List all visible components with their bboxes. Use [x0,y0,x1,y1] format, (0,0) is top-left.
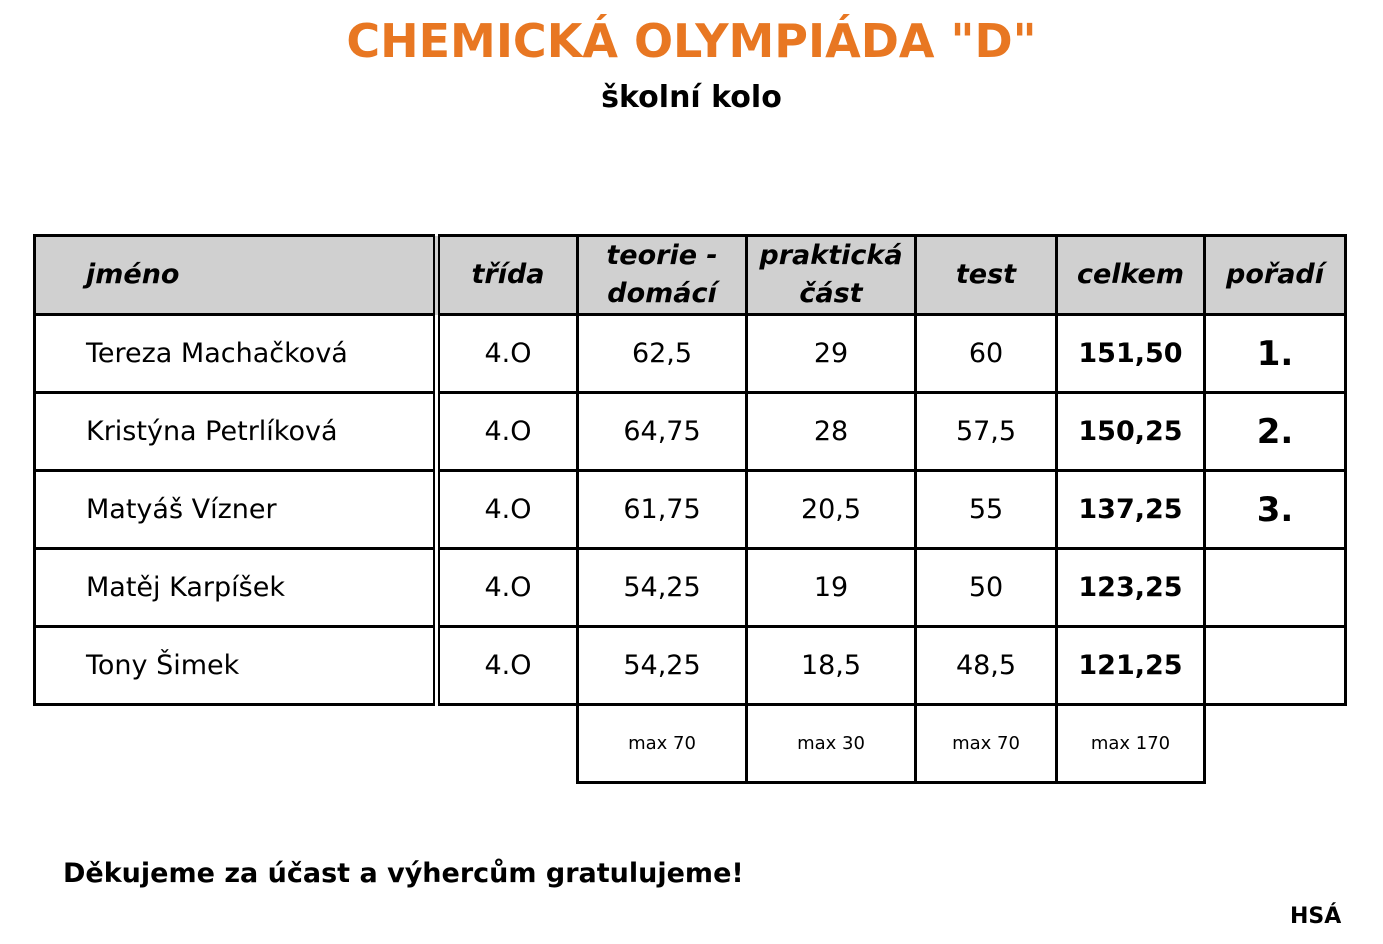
header-rank: pořadí [1205,236,1346,315]
cell-practical: 18,5 [747,627,916,705]
max-blank [1205,705,1346,783]
max-total: max 170 [1057,705,1205,783]
page-title: CHEMICKÁ OLYMPIÁDA "D" [346,14,1037,68]
cell-test: 60 [916,315,1057,393]
cell-total: 151,50 [1057,315,1205,393]
header-practical-line1: praktická [759,240,903,271]
cell-rank [1205,549,1346,627]
cell-test: 57,5 [916,393,1057,471]
header-name: jméno [35,236,437,315]
max-blank [35,705,437,783]
table-row [35,471,1346,549]
header-class: třída [437,236,578,315]
cell-name: Tereza Machačková [35,315,437,393]
cell-theory: 54,25 [578,549,747,627]
table-row [35,549,1346,627]
cell-name: Tony Šimek [35,627,437,705]
max-test: max 70 [916,705,1057,783]
table-row [35,315,1346,393]
cell-class: 4.O [437,393,578,471]
cell-name: Kristýna Petrlíková [35,393,437,471]
cell-test: 48,5 [916,627,1057,705]
cell-rank: 3. [1205,471,1346,549]
cell-class: 4.O [437,471,578,549]
cell-theory: 61,75 [578,471,747,549]
header-theory-line1: teorie - [606,240,718,271]
cell-test: 50 [916,549,1057,627]
cell-total: 137,25 [1057,471,1205,549]
cell-theory: 62,5 [578,315,747,393]
cell-class: 4.O [437,549,578,627]
cell-class: 4.O [437,315,578,393]
cell-rank: 2. [1205,393,1346,471]
cell-theory: 54,25 [578,627,747,705]
header-practical [747,236,916,315]
cell-practical: 20,5 [747,471,916,549]
max-theory: max 70 [578,705,747,783]
cell-name: Matyáš Vízner [35,471,437,549]
cell-practical: 19 [747,549,916,627]
cell-theory: 64,75 [578,393,747,471]
cell-class: 4.O [437,627,578,705]
cell-total: 150,25 [1057,393,1205,471]
header-theory-line2: domácí [607,278,717,309]
table-row [35,627,1346,705]
cell-rank: 1. [1205,315,1346,393]
page-subtitle: školní kolo [601,80,782,115]
cell-total: 123,25 [1057,549,1205,627]
cell-rank [1205,627,1346,705]
cell-practical: 28 [747,393,916,471]
max-row [35,705,1346,783]
header-practical-line2: část [799,278,863,309]
cell-practical: 29 [747,315,916,393]
table-header-row [35,236,1346,315]
max-practical: max 30 [747,705,916,783]
max-blank [437,705,578,783]
header-total: celkem [1057,236,1205,315]
author-initials: HSÁ [1290,904,1342,929]
cell-test: 55 [916,471,1057,549]
results-table [33,234,1347,784]
header-test: test [916,236,1057,315]
table-row [35,393,1346,471]
cell-name: Matěj Karpíšek [35,549,437,627]
cell-total: 121,25 [1057,627,1205,705]
thanks-text: Děkujeme za účast a výhercům gratulujeme! [63,858,744,889]
header-theory [578,236,747,315]
